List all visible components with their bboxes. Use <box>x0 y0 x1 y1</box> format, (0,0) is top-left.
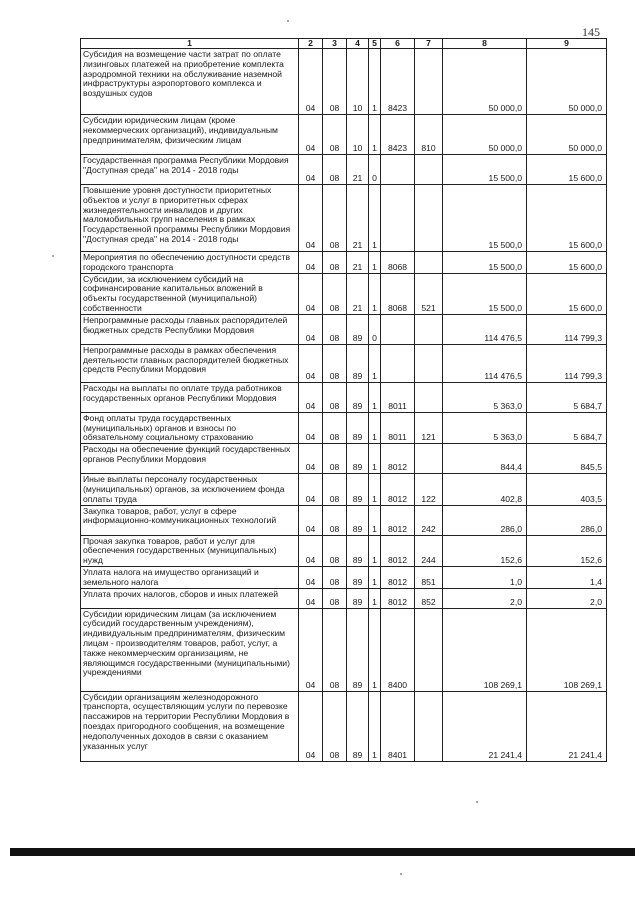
cell-subsection: 08 <box>323 412 347 443</box>
cell-subprogram: 0 <box>369 314 381 344</box>
cell-amount-year-1: 15 500,0 <box>443 273 527 314</box>
cell-amount-year-2: 15 600,0 <box>527 155 607 185</box>
cell-expense-type <box>415 49 443 115</box>
cell-subprogram: 1 <box>369 444 381 474</box>
cell-section: 04 <box>299 535 323 566</box>
cell-subprogram: 1 <box>369 273 381 314</box>
cell-amount-year-2: 403,5 <box>527 474 607 505</box>
table-row <box>81 49 607 115</box>
table-row <box>81 185 607 252</box>
cell-amount-year-2: 15 600,0 <box>527 185 607 252</box>
cell-section: 04 <box>299 566 323 588</box>
scan-border-bar <box>10 848 635 856</box>
cell-amount-year-1: 114 476,5 <box>443 344 527 382</box>
cell-section: 04 <box>299 252 323 274</box>
cell-section: 04 <box>299 444 323 474</box>
cell-program: 10 <box>347 115 369 155</box>
cell-section: 04 <box>299 505 323 535</box>
table-row <box>81 691 607 761</box>
cell-section: 04 <box>299 691 323 761</box>
cell-section: 04 <box>299 314 323 344</box>
cell-subsection: 08 <box>323 252 347 274</box>
cell-amount-year-1: 15 500,0 <box>443 185 527 252</box>
cell-program: 21 <box>347 252 369 274</box>
row-description: Уплата налога на имущество организаций и земельного налога <box>81 566 299 588</box>
cell-program: 89 <box>347 444 369 474</box>
cell-program: 89 <box>347 382 369 412</box>
row-description: Субсидии юридическим лицам (за исключением субсидий государственным учреждениям), индивидуальным предпринимателям, физическим лицам - производителям товаров, работ, услуг, а также некоммерческим организациям, не являющимся государственными (муниципальными) учреждениями <box>81 608 299 691</box>
table-row <box>81 344 607 382</box>
cell-amount-year-1: 5 363,0 <box>443 382 527 412</box>
cell-subprogram: 1 <box>369 115 381 155</box>
row-description: Фонд оплаты труда государственных (муниципальных) органов и взносы по обязательному социальному страхованию <box>81 412 299 443</box>
cell-section: 04 <box>299 344 323 382</box>
cell-amount-year-2: 50 000,0 <box>527 115 607 155</box>
cell-amount-year-1: 108 269,1 <box>443 608 527 691</box>
cell-amount-year-2: 5 684,7 <box>527 412 607 443</box>
row-description: Непрограммные расходы главных распорядителей бюджетных средств Республики Мордовия <box>81 314 299 344</box>
cell-expense-type: 244 <box>415 535 443 566</box>
row-description: Расходы на обеспечение функций государственных органов Республики Мордовия <box>81 444 299 474</box>
cell-amount-year-2: 5 684,7 <box>527 382 607 412</box>
cell-section: 04 <box>299 412 323 443</box>
cell-subprogram: 1 <box>369 412 381 443</box>
cell-expense-type: 851 <box>415 566 443 588</box>
cell-expense-type: 242 <box>415 505 443 535</box>
cell-expense-type <box>415 608 443 691</box>
cell-amount-year-1: 286,0 <box>443 505 527 535</box>
cell-amount-year-1: 2,0 <box>443 588 527 608</box>
row-description: Непрограммные расходы в рамках обеспечения деятельности главных распорядителей бюджетных средств Республики Мордовия <box>81 344 299 382</box>
cell-section: 04 <box>299 588 323 608</box>
cell-section: 04 <box>299 185 323 252</box>
column-header: 8 <box>443 39 527 49</box>
cell-amount-year-1: 844,4 <box>443 444 527 474</box>
scan-speck <box>400 873 402 875</box>
cell-section: 04 <box>299 608 323 691</box>
cell-subsection: 08 <box>323 155 347 185</box>
cell-program: 21 <box>347 185 369 252</box>
cell-section: 04 <box>299 474 323 505</box>
cell-subsection: 08 <box>323 588 347 608</box>
table-row <box>81 505 607 535</box>
cell-program: 89 <box>347 608 369 691</box>
cell-subsection: 08 <box>323 474 347 505</box>
cell-amount-year-2: 152,6 <box>527 535 607 566</box>
cell-article: 8011 <box>381 382 415 412</box>
cell-subsection: 08 <box>323 382 347 412</box>
cell-article: 8423 <box>381 115 415 155</box>
cell-amount-year-2: 114 799,3 <box>527 314 607 344</box>
cell-article: 8400 <box>381 608 415 691</box>
cell-amount-year-2: 2,0 <box>527 588 607 608</box>
cell-expense-type <box>415 444 443 474</box>
cell-amount-year-2: 108 269,1 <box>527 608 607 691</box>
cell-article: 8011 <box>381 412 415 443</box>
cell-subsection: 08 <box>323 608 347 691</box>
cell-subprogram: 1 <box>369 382 381 412</box>
cell-subprogram: 1 <box>369 691 381 761</box>
cell-amount-year-2: 1,4 <box>527 566 607 588</box>
table-row <box>81 412 607 443</box>
cell-subsection: 08 <box>323 535 347 566</box>
cell-expense-type: 121 <box>415 412 443 443</box>
column-header: 3 <box>323 39 347 49</box>
cell-program: 89 <box>347 505 369 535</box>
cell-subprogram: 1 <box>369 566 381 588</box>
cell-program: 10 <box>347 49 369 115</box>
row-description: Расходы на выплаты по оплате труда работников государственных органов Республики Мордовия <box>81 382 299 412</box>
cell-program: 89 <box>347 344 369 382</box>
cell-amount-year-1: 50 000,0 <box>443 115 527 155</box>
cell-amount-year-2: 21 241,4 <box>527 691 607 761</box>
row-description: Мероприятия по обеспечению доступности средств городского транспорта <box>81 252 299 274</box>
cell-subsection: 08 <box>323 444 347 474</box>
cell-expense-type: 852 <box>415 588 443 608</box>
scan-speck <box>476 801 478 803</box>
budget-table <box>80 38 607 762</box>
cell-subprogram: 1 <box>369 185 381 252</box>
row-description: Закупка товаров, работ, услуг в сфере информационно-коммуникационных технологий <box>81 505 299 535</box>
cell-amount-year-2: 286,0 <box>527 505 607 535</box>
row-description: Повышение уровня доступности приоритетных объектов и услуг в приоритетных сферах жизнедеятельности инвалидов и других маломобильных групп населения в рамках Государственной программы Республики Мордовия "Доступная среда" на 2014 - 2018 годы <box>81 185 299 252</box>
cell-expense-type <box>415 185 443 252</box>
column-header: 1 <box>81 39 299 49</box>
cell-amount-year-2: 15 600,0 <box>527 273 607 314</box>
cell-section: 04 <box>299 382 323 412</box>
cell-amount-year-1: 402,8 <box>443 474 527 505</box>
table-row <box>81 444 607 474</box>
cell-program: 89 <box>347 474 369 505</box>
table-row <box>81 588 607 608</box>
cell-section: 04 <box>299 273 323 314</box>
cell-article: 8068 <box>381 252 415 274</box>
row-description: Прочая закупка товаров, работ и услуг для обеспечения государственных (муниципальных) нужд <box>81 535 299 566</box>
cell-article: 8012 <box>381 566 415 588</box>
cell-amount-year-1: 50 000,0 <box>443 49 527 115</box>
cell-subsection: 08 <box>323 344 347 382</box>
cell-expense-type <box>415 382 443 412</box>
cell-subprogram: 1 <box>369 474 381 505</box>
cell-subsection: 08 <box>323 115 347 155</box>
scan-speck <box>52 255 54 257</box>
cell-article <box>381 155 415 185</box>
column-header: 2 <box>299 39 323 49</box>
cell-subprogram: 1 <box>369 505 381 535</box>
cell-expense-type <box>415 314 443 344</box>
cell-article: 8012 <box>381 444 415 474</box>
row-description: Субсидии, за исключением субсидий на софинансирование капитальных вложений в объекты государственной (муниципальной) собственности <box>81 273 299 314</box>
cell-article <box>381 314 415 344</box>
cell-subsection: 08 <box>323 185 347 252</box>
cell-program: 21 <box>347 273 369 314</box>
cell-amount-year-1: 152,6 <box>443 535 527 566</box>
cell-subprogram: 1 <box>369 535 381 566</box>
cell-subsection: 08 <box>323 505 347 535</box>
table-row <box>81 382 607 412</box>
table-row <box>81 314 607 344</box>
row-description: Уплата прочих налогов, сборов и иных платежей <box>81 588 299 608</box>
row-description: Субсидия на возмещение части затрат по оплате лизинговых платежей на приобретение комплекта аэродромной техники на обслуживание наземной инфраструктуры аэропортового комплекса и воздушных судов <box>81 49 299 115</box>
cell-subsection: 08 <box>323 314 347 344</box>
cell-article: 8012 <box>381 505 415 535</box>
row-description: Государственная программа Республики Мордовия "Доступная среда" на 2014 - 2018 годы <box>81 155 299 185</box>
cell-subprogram: 1 <box>369 608 381 691</box>
cell-amount-year-2: 845,5 <box>527 444 607 474</box>
cell-subprogram: 1 <box>369 344 381 382</box>
table-row <box>81 252 607 274</box>
cell-program: 21 <box>347 155 369 185</box>
table-row <box>81 474 607 505</box>
cell-article <box>381 185 415 252</box>
cell-section: 04 <box>299 115 323 155</box>
cell-section: 04 <box>299 49 323 115</box>
row-description: Субсидии организациям железнодорожного транспорта, осуществляющим услуги по перевозке пассажиров на территории Республики Мордовия в поездах пригородного сообщения, на возмещение недополученных доходов в связи с оказанием указанных услуг <box>81 691 299 761</box>
cell-amount-year-1: 15 500,0 <box>443 252 527 274</box>
table-row <box>81 535 607 566</box>
column-header: 5 <box>369 39 381 49</box>
cell-subsection: 08 <box>323 49 347 115</box>
cell-amount-year-1: 15 500,0 <box>443 155 527 185</box>
cell-article <box>381 344 415 382</box>
cell-program: 89 <box>347 314 369 344</box>
column-header: 7 <box>415 39 443 49</box>
column-header: 4 <box>347 39 369 49</box>
cell-article: 8012 <box>381 474 415 505</box>
cell-amount-year-1: 114 476,5 <box>443 314 527 344</box>
cell-subprogram: 0 <box>369 155 381 185</box>
table-row <box>81 608 607 691</box>
table-row <box>81 155 607 185</box>
cell-expense-type: 810 <box>415 115 443 155</box>
table-row <box>81 273 607 314</box>
cell-program: 89 <box>347 535 369 566</box>
column-header: 6 <box>381 39 415 49</box>
row-description: Иные выплаты персоналу государственных (муниципальных) органов, за исключением фонда оплаты труда <box>81 474 299 505</box>
cell-amount-year-1: 21 241,4 <box>443 691 527 761</box>
cell-amount-year-2: 50 000,0 <box>527 49 607 115</box>
row-description: Субсидии юридическим лицам (кроме некоммерческих организаций), индивидуальным предпринимателям, физическим лицам <box>81 115 299 155</box>
cell-amount-year-2: 114 799,3 <box>527 344 607 382</box>
cell-subprogram: 1 <box>369 49 381 115</box>
cell-article: 8423 <box>381 49 415 115</box>
cell-amount-year-2: 15 600,0 <box>527 252 607 274</box>
column-header: 9 <box>527 39 607 49</box>
cell-amount-year-1: 1,0 <box>443 566 527 588</box>
cell-program: 89 <box>347 412 369 443</box>
cell-expense-type <box>415 691 443 761</box>
cell-expense-type <box>415 344 443 382</box>
cell-subprogram: 1 <box>369 588 381 608</box>
cell-subprogram: 1 <box>369 252 381 274</box>
cell-expense-type: 122 <box>415 474 443 505</box>
table-header-row <box>81 39 607 49</box>
page-number: 145 <box>582 25 600 39</box>
cell-subsection: 08 <box>323 273 347 314</box>
table-row <box>81 115 607 155</box>
cell-program: 89 <box>347 566 369 588</box>
cell-expense-type <box>415 155 443 185</box>
scan-speck <box>287 20 289 22</box>
cell-amount-year-1: 5 363,0 <box>443 412 527 443</box>
cell-expense-type <box>415 252 443 274</box>
cell-article: 8012 <box>381 535 415 566</box>
cell-article: 8401 <box>381 691 415 761</box>
cell-program: 89 <box>347 588 369 608</box>
cell-subsection: 08 <box>323 691 347 761</box>
cell-program: 89 <box>347 691 369 761</box>
cell-expense-type: 521 <box>415 273 443 314</box>
cell-article: 8068 <box>381 273 415 314</box>
cell-section: 04 <box>299 155 323 185</box>
table-row <box>81 566 607 588</box>
cell-subsection: 08 <box>323 566 347 588</box>
cell-article: 8012 <box>381 588 415 608</box>
